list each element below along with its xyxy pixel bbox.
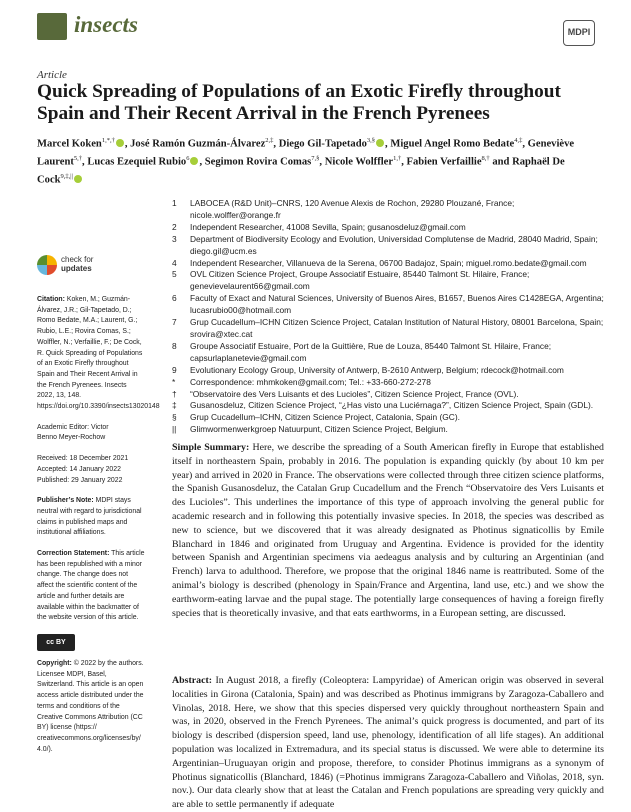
copyright-block — [37, 659, 145, 755]
affiliation-item — [172, 400, 604, 412]
abstract-label: Abstract: — [172, 675, 213, 686]
author-affiliation-marker: 1,† — [393, 155, 402, 163]
affiliation-text: Department of Biodiversity Ecology and Evolution, Universidad Complutense de Madrid, 28040 Madrid, Spain; diego.gil@ucm.es — [190, 233, 598, 256]
affiliation-item — [172, 389, 604, 401]
accepted-date: Accepted: 14 January 2022 — [37, 465, 121, 473]
affiliation-number: 6 — [172, 293, 177, 304]
editor-block — [37, 423, 145, 444]
author-affiliation-marker: 4,‡ — [514, 137, 523, 144]
affiliation-item — [172, 293, 604, 317]
journal-logo-icon — [37, 13, 67, 40]
affiliation-text: OVL Citizen Science Project, Groupe Associatif Estuaire, 85440 Talmont St. Hilaire, France; genevievelaurent66@gmail.com — [190, 269, 530, 292]
paper-title: Quick Spreading of Populations of an Exotic Firefly throughout Spain and Their Recent Arrival in the French Pyrenees — [37, 81, 561, 124]
author-name[interactable]: Raphaël De Cock — [37, 156, 565, 186]
affiliation-item — [172, 198, 604, 222]
correction-label: Correction Statement: — [37, 550, 110, 558]
affiliation-text: Faculty of Exact and Natural Sciences, University of Buenos Aires, B1657, Buenos Aires C1428EGA, Argentina; lucasrubio00@hotmail.com — [190, 293, 604, 316]
affiliation-number: 8 — [172, 340, 177, 351]
publisher-note-text: MDPI stays neutral with regard to jurisdictional claims in published maps and institutional affiliations. — [37, 497, 142, 537]
affiliation-number: 7 — [172, 317, 177, 328]
check-updates-icon — [37, 255, 57, 275]
affiliation-text: Evolutionary Ecology Group, University of Antwerp, B-2610 Antwerp, Belgium; rdecock@hotmail.com — [190, 364, 564, 375]
affiliation-number: 5 — [172, 269, 177, 280]
check-updates-line1: check for — [61, 255, 94, 264]
affiliation-item — [172, 222, 604, 234]
affiliation-number: † — [172, 388, 177, 399]
author-affiliation-marker: 7,§ — [311, 155, 320, 163]
author-list: Marcel Koken$^{1,*,\dagger}$ , José Ramón Guzmán-Álvarez$^{2,\ddagger}$, Diego Gil-Tapetado$^{3,\S}$ , Miguel Angel Romo Bedate$^{4,\ddagger}$, Geneviève Laurent$^{5,\dagger}$, Lucas Ezequiel Rubio$^6$ , Segimon Rovira Comas$^{7,\S}$, Nicole Wolffler$^{1,\dagger}$, Fabien Verfaillie$^{8,\dagger}$ and Raphaël De Cock$^{9,\ddagger,||}$ — [37, 137, 575, 186]
author-affiliation-marker: 1,*,† — [101, 137, 115, 144]
citation-text: Koken, M.; Guzmán-Álvarez, J.R.; Gil-Tapetado, D.; Romo Bedate, M.A.; Laurent, G.; Rubio, L.E.; Rovira Comas, S.; Wolffler, N.; Verfaillie, F.; De Cock, R. Quick Spreading of Populations of an Exotic Firefly throughout Spain and Their Recent Arrival in the French Pyrenees. Insects 2022, 13, 148. https://doi.org/10.3390/insects13020148 — [37, 296, 160, 411]
publisher-note-label: Publisher’s Note: — [37, 497, 94, 505]
check-updates-badge[interactable] — [37, 255, 137, 277]
affiliation-number: § — [172, 412, 177, 423]
received-date: Received: 18 December 2021 — [37, 455, 129, 463]
affiliation-text: Correspondence: mhmkoken@gmail.com; Tel.: +33-660-272-278 — [190, 376, 431, 387]
affiliation-text: Grup Cucadellum–ICHN Citizen Science Project, Catalan Institution of Natural History, 08001 Barcelona, Spain; srovira@xtec.cat — [190, 317, 604, 339]
publisher-note — [37, 496, 145, 539]
orcid-icon[interactable] — [190, 157, 198, 165]
affiliation-item — [172, 258, 604, 270]
simple-summary — [172, 441, 604, 620]
copyright-label: Copyright: — [37, 659, 72, 667]
affiliation-number: 9 — [172, 364, 177, 375]
affiliation-item — [172, 269, 604, 293]
cc-by-license-icon[interactable]: cc BY — [37, 634, 75, 651]
affiliation-text: LABOCEA (R&D Unit)–CNRS, 120 Avenue Alexis de Rochon, 29280 Plouzané, France; nicole.wolffer@orange.fr — [190, 198, 515, 220]
orcid-icon[interactable] — [376, 139, 384, 147]
abstract-text: In August 2018, a firefly (Coleoptera: Lampyridae) of American origin was observed in several localities in Girona (Catalonia, Spain) and was described as Photinus immigrans by Zaragoza-Caballero and Vinolas, 2018. Here, we show that this species dispersed very quickly throughout northeastern Spain and was, in 2020, observed in the French Pyrenees. The animal’s quick progress is documented, and part of its biology is described (dispersion speed, land use, phenology, identification of all life stages). An additional population was localized in Extremadura, and its special status is discussed. We were able to determine its Argentinian–Uruguayan origin and propose, therefore, to consider Photinus immigrans as a synonym of Photinus signaticollis (Blanchard, 1846) (=Photinus immigrans Zaragoza-Caballero and Viñolas, 2018, syn. nov.). Our data clearly show that at least the Catalan and French populations are spreading very quickly and are able to settle permanently if adequate — [172, 675, 605, 811]
author-name[interactable]: Diego Gil-Tapetado — [278, 138, 367, 150]
affiliation-number: 2 — [172, 221, 177, 232]
affiliation-number: 1 — [172, 198, 177, 208]
affiliation-item — [172, 234, 604, 258]
author-name[interactable]: Geneviève Laurent — [37, 138, 575, 168]
affiliation-list — [172, 198, 604, 436]
author-affiliation-marker: 2,‡ — [265, 137, 274, 144]
affiliation-item — [172, 424, 604, 436]
affiliation-item — [172, 377, 604, 389]
orcid-icon[interactable] — [74, 175, 82, 183]
author-name[interactable]: Miguel Angel Romo Bedate — [390, 138, 515, 150]
affiliation-item — [172, 341, 604, 365]
abstract — [172, 674, 604, 812]
author-name[interactable]: Nicole Wolffler — [324, 156, 394, 168]
affiliation-number: * — [172, 376, 176, 387]
affiliation-number: || — [172, 424, 177, 435]
publisher-name: MDPI — [567, 27, 591, 37]
dates-block — [37, 454, 145, 486]
affiliation-number: 3 — [172, 233, 177, 244]
author-name[interactable]: Fabien Verfaillie — [406, 156, 482, 168]
author-affiliation-marker: 8,† — [481, 155, 490, 163]
author-name[interactable]: Segimon Rovira Comas — [204, 156, 312, 168]
published-date: Published: 29 January 2022 — [37, 476, 123, 484]
author-affiliation-marker: 9,‡,|| — [60, 173, 73, 181]
affiliation-number: 4 — [172, 257, 177, 268]
affiliation-text: “Observatoire des Vers Luisants et des Lucioles”, Citizen Science Project, France (OVL). — [190, 388, 519, 399]
sidebar — [37, 295, 160, 765]
article-type: Article — [37, 69, 67, 81]
editor-name: Benno Meyer-Rochow — [37, 434, 106, 442]
copyright-text: © 2022 by the authors. Licensee MDPI, Basel, Switzerland. This article is an open access article distributed under the terms and conditions of the Creative Commons Attribution (CC BY) license (https:// creativecommons.org/licenses/by/ 4.0/). — [37, 659, 144, 753]
editor-label: Academic Editor: Victor — [37, 423, 109, 431]
affiliation-number: ‡ — [172, 400, 177, 411]
affiliation-text: Grup Cucadellum–ICHN, Citizen Science Project, Catalonia, Spain (GC). — [190, 412, 460, 423]
publisher-logo — [563, 20, 595, 46]
author-affiliation-marker: 5,† — [73, 155, 83, 163]
correction-statement — [37, 549, 145, 624]
affiliation-item — [172, 365, 604, 377]
affiliation-text: Groupe Associatif Estuaire, Port de la Guittière, Rue de Louza, 85440 Talmont St. Hilaire, France; capsurlaplanetevie@gmail.com — [190, 340, 552, 363]
author-name[interactable]: Lucas Ezequiel Rubio — [87, 156, 187, 168]
orcid-icon[interactable] — [116, 139, 124, 147]
citation-block — [37, 295, 160, 413]
affiliation-text: Independent Researcher, 41008 Sevilla, Spain; gusanosdeluz@gmail.com — [190, 221, 466, 232]
author-name[interactable]: José Ramón Guzmán-Álvarez — [130, 138, 266, 150]
simple-summary-text: Here, we describe the spreading of a South American firefly in Europe that established itself in northeastern Spain, probably in 2016. The population is expanding quickly (by about 10 km per year) and arrived in 2020 in France. The observations were collected through three citizen science platforms, the Spanish Gusanosdeluz, the Catalan Grup Cucadellum and the French “Observatoire des Vers Luisants et des Lucioles”. This underlines the importance of this type of approach involving the general public for academic research and in following this potentially invasive species. In 2018, the species was described as new to science, but we discovered that it was already designated as Photinus signaticollis by Emile Blanchard in 1846 and originated from Uruguay and Argentina. Evidence is provided for the identity between Spanish and Argentinian specimens via aedeagus analysis and by culturing an Argentinian (and French) larva to adulthood. Therefore, we propose that the original 1846 name is reattributed. Some of the animal’s biology is described (phenology in Spain/France and Argentina, land use, etc.) and we show the earthworm-eating larvae and the pupal stage. The potentially large consequences of having a foreign firefly species that is theoretically invasive, and that eats earthworms, in a European setting, are discussed. — [172, 442, 604, 619]
simple-summary-label: Simple Summary: — [172, 442, 250, 453]
affiliation-text: Glimwormenwerkgroep Natuurpunt, Citizen Science Project, Belgium. — [190, 424, 448, 435]
journal-name: insects — [74, 12, 138, 37]
affiliation-text: Gusanosdeluz, Citizen Science Project, “¿Has visto una Luciérnaga?”, Citizen Science Project, Spain (GDL). — [190, 400, 594, 411]
correction-text: This article has been republished with a minor change. The change does not affect the scientific content of the article and further details are available within the backmatter of the website version of this article. — [37, 550, 145, 622]
check-updates-line2: updates — [61, 264, 92, 273]
author-affiliation-marker: 3,§ — [366, 137, 376, 144]
author-name[interactable]: Marcel Koken — [37, 138, 102, 150]
author-affiliation-marker: 6 — [186, 155, 190, 163]
affiliation-item — [172, 412, 604, 424]
affiliation-item — [172, 317, 604, 341]
citation-label: Citation: — [37, 296, 65, 303]
affiliation-text: Independent Researcher, Villanueva de la Serena, 06700 Badajoz, Spain; miguel.romo.bedate@gmail.com — [190, 257, 587, 268]
